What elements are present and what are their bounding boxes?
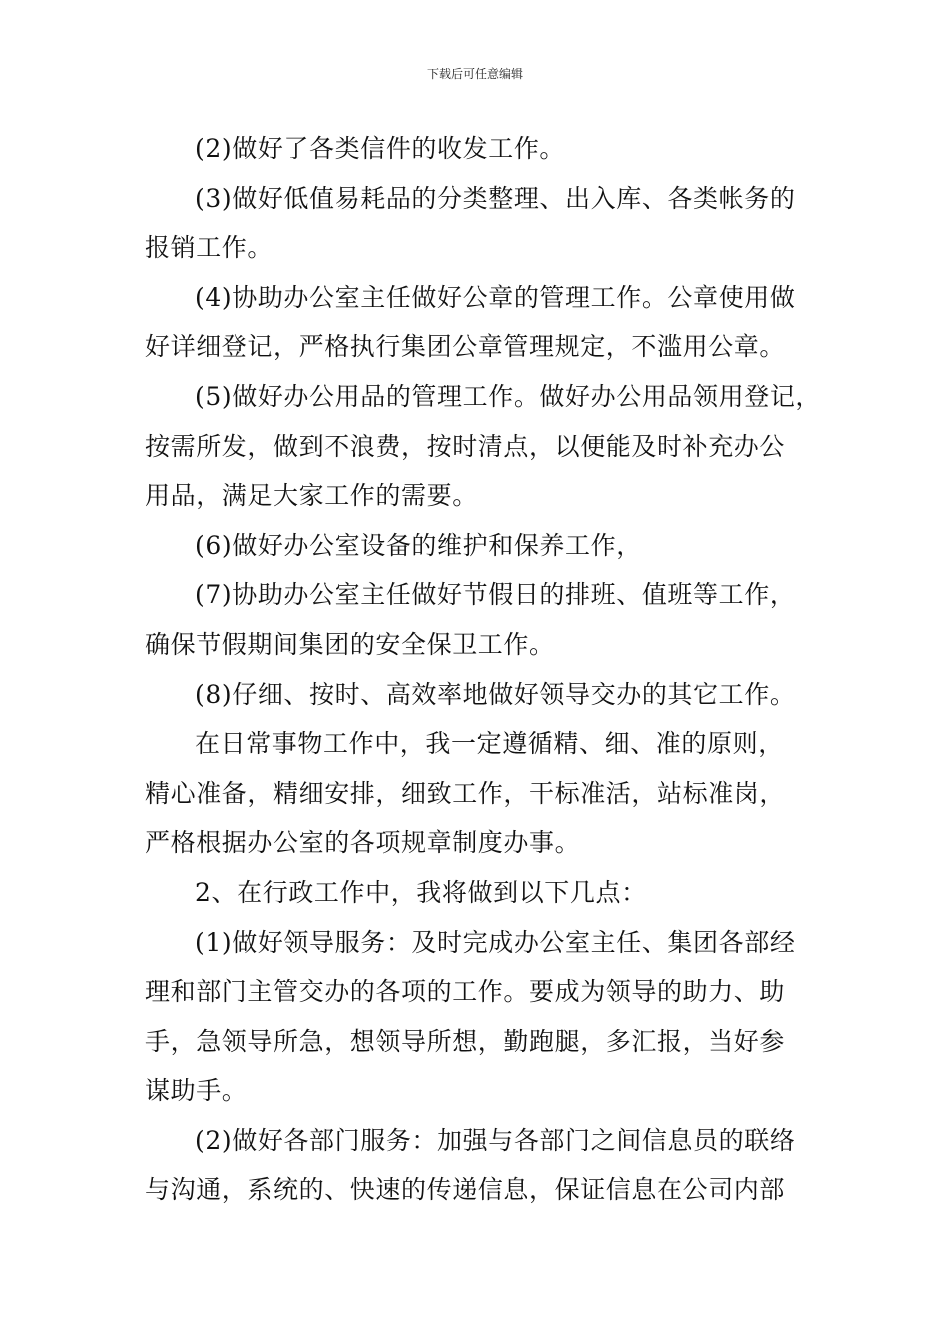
text-line: 与沟通，系统的、快速的传递信息，保证信息在公司内部 <box>145 1175 786 1205</box>
text-line: 好详细登记，严格执行集团公章管理规定，不滥用公章。 <box>145 332 786 362</box>
text-line: 手，急领导所急，想领导所想，勤跑腿，多汇报，当好参 <box>145 1026 786 1056</box>
page-header: 下载后可任意编辑 <box>426 67 523 81</box>
text-line: (7)协助办公室主任做好节假日的排班、值班等工作， <box>195 580 796 610</box>
text-line: (1)做好领导服务：及时完成办公室主任、集团各部经 <box>195 927 796 957</box>
document-body <box>145 124 822 1215</box>
text-line: 按需所发，做到不浪费，按时清点，以便能及时补充办公 <box>145 431 786 461</box>
text-line: (3)做好低值易耗品的分类整理、出入库、各类帐务的 <box>195 183 796 213</box>
text-line: 报销工作。 <box>145 233 274 263</box>
text-line: (8)仔细、按时、高效率地做好领导交办的其它工作。 <box>195 679 796 709</box>
text-line: 2、在行政工作中，我将做到以下几点： <box>195 877 647 907</box>
text-line: 在日常事物工作中，我一定遵循精、细、准的原则， <box>195 729 784 759</box>
text-line: 严格根据办公室的各项规章制度办事。 <box>145 828 581 858</box>
text-line: 谋助手。 <box>145 1076 248 1106</box>
text-line: 精心准备，精细安排，细致工作，干标准活，站标准岗， <box>145 778 786 808</box>
text-line: (2)做好各部门服务：加强与各部门之间信息员的联络 <box>195 1125 796 1155</box>
text-line: (4)协助办公室主任做好公章的管理工作。公章使用做 <box>195 282 796 312</box>
text-line: 用品，满足大家工作的需要。 <box>145 481 478 511</box>
text-line: 理和部门主管交办的各项的工作。要成为领导的助力、助 <box>145 977 786 1007</box>
text-line: (5)做好办公用品的管理工作。做好办公用品领用登记， <box>195 381 822 411</box>
text-line: (6)做好办公室设备的维护和保养工作， <box>195 530 642 560</box>
text-line: 确保节假期间集团的安全保卫工作。 <box>145 629 555 659</box>
text-line: (2)做好了各类信件的收发工作。 <box>195 134 566 163</box>
